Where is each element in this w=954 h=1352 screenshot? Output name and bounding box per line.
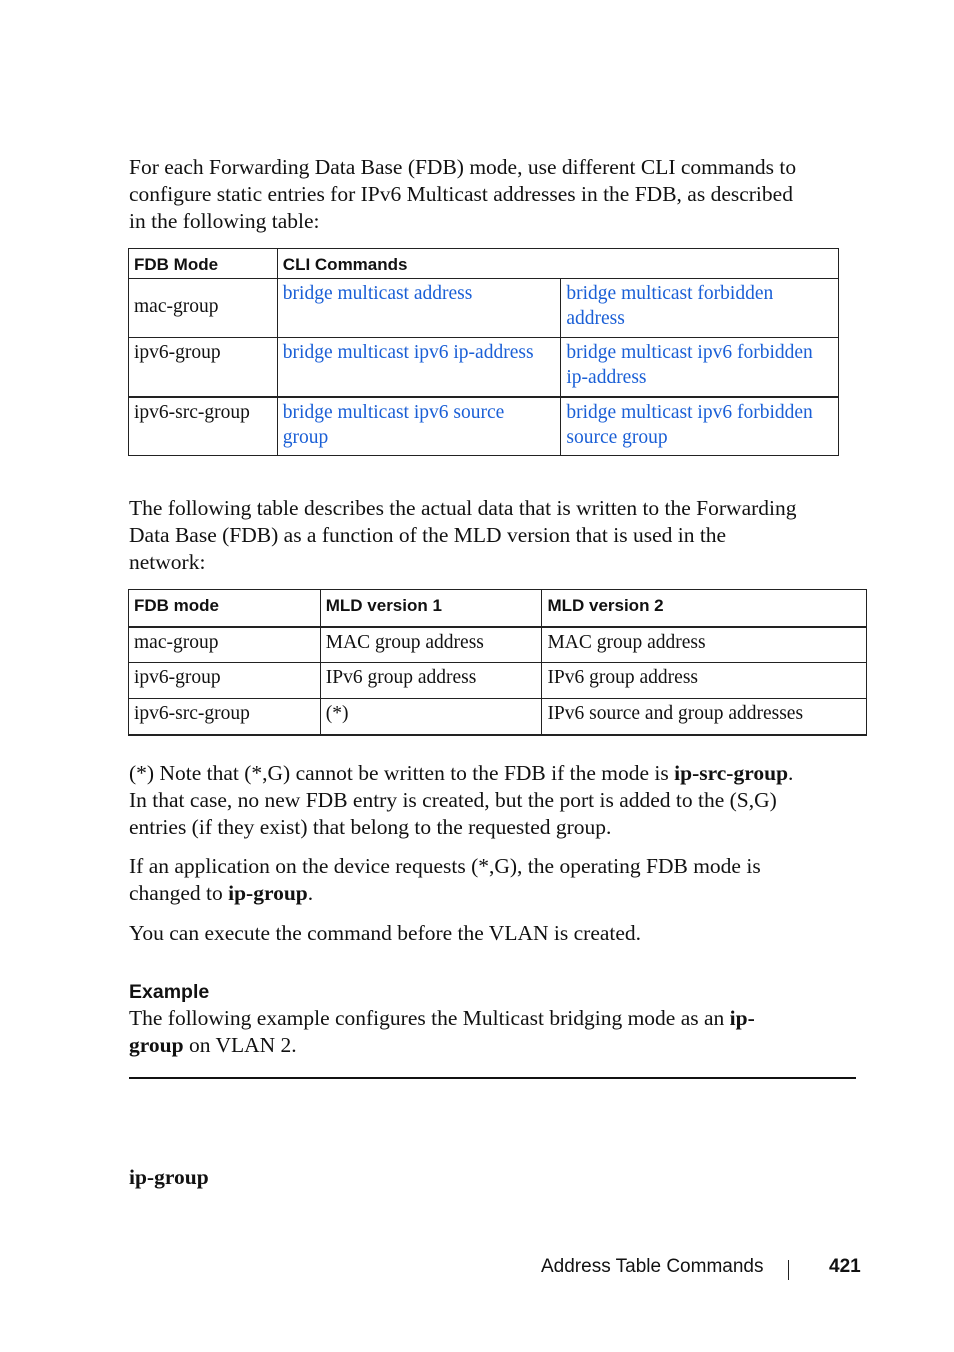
description-paragraph: The following table describes the actual data that is written to the Forwarding Data Base (FDB) as a function of the MLD version that is used in the network: [129,496,797,574]
footer-section-title: Address Table Commands [541,1256,764,1277]
intro-line: For each Forwarding Data Base (FDB) mode, use different CLI commands to [129,155,797,179]
table-cell: IPv6 group address [320,663,542,699]
table-cell: mac-group [129,627,321,663]
table-row [129,627,867,663]
table-row [129,279,839,338]
command-link[interactable]: bridge multicast ipv6 source group [282,401,505,448]
table-cell-mode: ipv6-group [129,338,278,397]
command-link[interactable]: bridge multicast address [282,283,473,304]
command-link[interactable]: bridge multicast forbidden address [566,283,774,329]
table-cell-mode: mac-group [129,279,278,338]
intro-line: in the following table: [129,209,320,233]
example-paragraph: The following example configures the Multicast bridging mode as an ip- group on VLAN 2. [129,1006,755,1057]
table-row [129,663,867,699]
table-cell-command [561,338,839,397]
intro-paragraph [129,154,859,235]
table-cell: MAC group address [320,627,542,663]
table-cell: IPv6 source and group addresses [542,699,867,735]
table-cell: ipv6-group [129,663,321,699]
table-cell: (*) [320,699,542,735]
table-cell-command [277,397,561,456]
note-paragraph: (*) Note that (*,G) cannot be written to the FDB if the mode is ip-src-group. In that case, no new FDB entry is created, but the port is added to the (S,G) entries (if they exist) that belong to the requested group. [129,761,794,839]
code-fragment: ip-group [129,1165,209,1189]
table-header: FDB Mode [129,249,278,279]
table-cell-command [277,338,561,397]
mld-version-table [128,589,867,736]
table-row [129,699,867,735]
command-link[interactable]: bridge multicast ipv6 forbidden source group [566,401,813,448]
example-heading: Example [129,981,210,1003]
fdb-mode-paragraph: If an application on the device requests (*,G), the operating FDB mode is changed to ip-group. [129,854,761,905]
table-cell-command [561,279,839,338]
footer-separator [788,1260,789,1280]
cli-commands-table [128,248,839,456]
table-header: MLD version 2 [542,590,867,627]
intro-line: configure static entries for IPv6 Multicast addresses in the FDB, as described [129,182,793,206]
table-cell: MAC group address [542,627,867,663]
table-header: MLD version 1 [320,590,542,627]
vlan-paragraph: You can execute the command before the VLAN is created. [129,921,642,945]
table-cell-command [561,397,839,456]
command-link[interactable]: bridge multicast ipv6 ip-address [282,342,534,363]
page-number: 421 [829,1256,861,1277]
table-header: FDB mode [129,590,321,627]
table-cell-command [277,279,561,338]
table-row [129,397,839,456]
example-divider [129,1077,856,1079]
table-row [129,338,839,397]
table-cell: IPv6 group address [542,663,867,699]
table-cell: ipv6-src-group [129,699,321,735]
table-header: CLI Commands [277,249,838,279]
command-link[interactable]: bridge multicast ipv6 forbidden ip-address [566,342,813,388]
table-cell-mode: ipv6-src-group [129,397,278,456]
